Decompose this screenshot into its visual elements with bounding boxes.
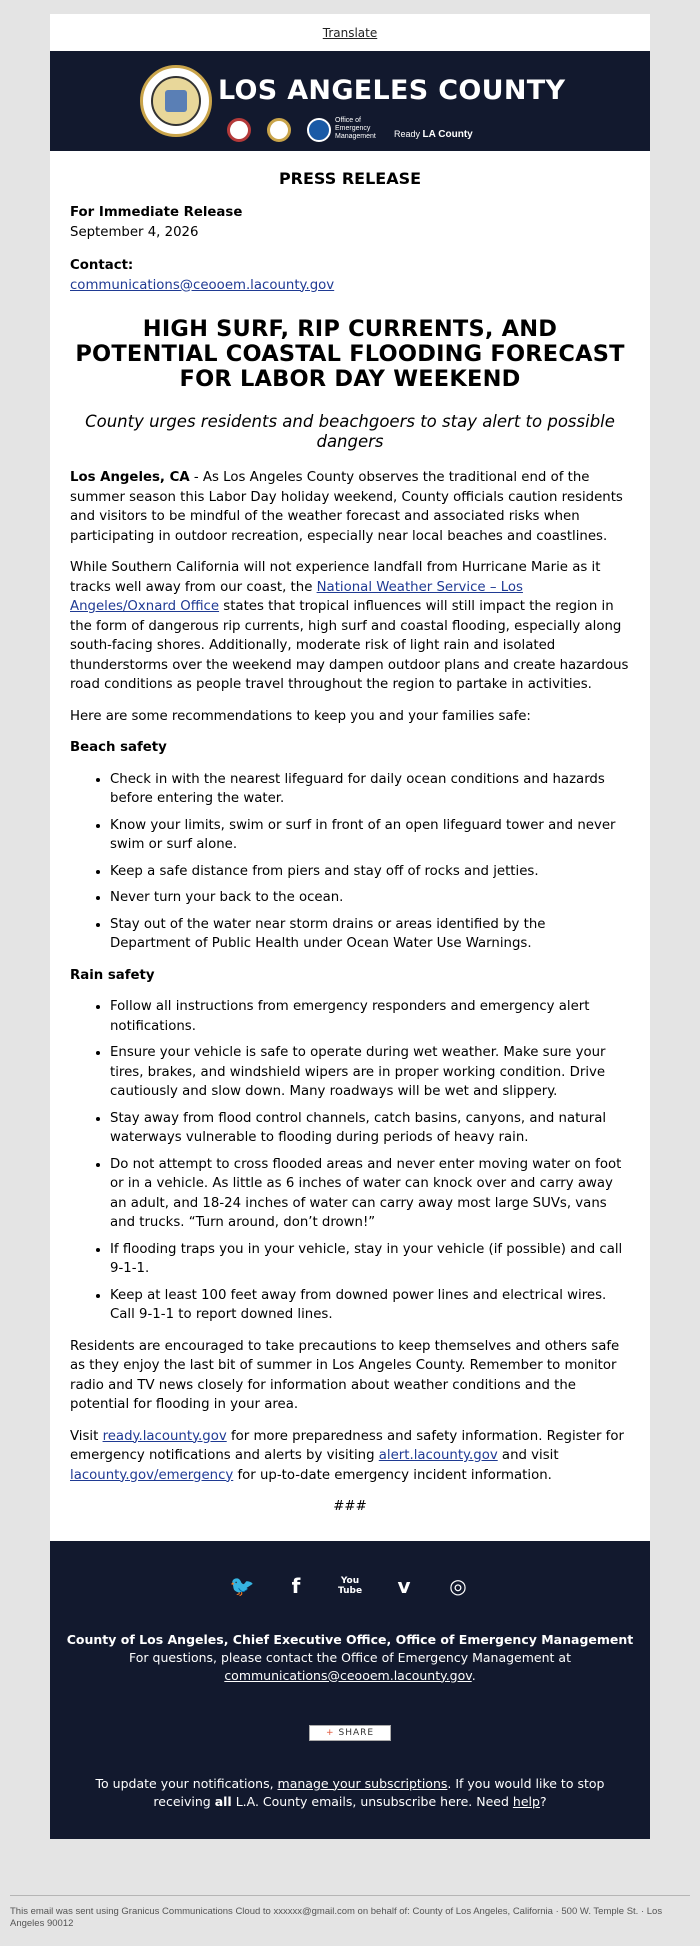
sheriff-logo-icon bbox=[267, 118, 291, 142]
paragraph-nws: While Southern California will not experience landfall from Hurricane Marie as it tracks well away from our coast, the National Weather Service – Los Angeles/Oxnard Office states that tropical influences will still impact the region in the form of dangerous rip currents, high surf and coastal flooding, especially along south-facing shores. Additionally, moderate risk of light rain and isolated thunderstorms over the weekend may dampen outdoor plans and create hazardous road conditions as people travel throughout the region to partake in activities. bbox=[70, 560, 629, 692]
press-release-body bbox=[50, 151, 650, 1517]
footer-org-name: County of Los Angeles, Chief Executive Office, Office of Emergency Management bbox=[66, 1631, 634, 1647]
fire-dept-logo-icon bbox=[227, 118, 251, 142]
press-release-label: PRESS RELEASE bbox=[278, 169, 422, 188]
paragraph-recommendations: Here are some recommendations to keep you and your families safe: bbox=[70, 708, 531, 724]
county-seal-icon bbox=[140, 65, 212, 137]
list-item: • If flooding traps you in your vehicle, stay in your vehicle (if possible) and call 9-1-1. bbox=[110, 1240, 630, 1279]
beach-safety-list bbox=[70, 770, 630, 954]
release-date: September 4, 2026 bbox=[70, 224, 199, 240]
ready-la-logo: Ready LA County bbox=[394, 129, 473, 140]
list-item: • Keep at least 100 feet away from downed power lines and electrical wires. Call 9-1-1 to report downed lines. bbox=[110, 1286, 630, 1325]
translate-link[interactable]: Translate bbox=[322, 26, 378, 40]
header-banner bbox=[50, 51, 650, 151]
oem-label: Office of Emergency Management bbox=[335, 117, 376, 140]
social-links bbox=[66, 1571, 634, 1603]
paragraph-intro: Los Angeles, CA - As Los Angeles County observes the traditional end of the summer season this Labor Day holiday weekend, County officials caution residents and visitors to be mindful of the weather forecast and associated risks when participating in outdoor recreation, especially near local beaches and coastlines. bbox=[70, 470, 623, 544]
paragraph-precautions: Residents are encouraged to take precautions to keep themselves and others safe as they enjoy the last bit of summer in Los Angeles County. Remember to monitor radio and TV news closely for information about weather conditions and the potential for flooding in your area. bbox=[70, 1338, 620, 1412]
nws-link[interactable]: National Weather Service – Los Angeles/Oxnard Office bbox=[70, 579, 523, 614]
manage-subscriptions-link[interactable]: manage your subscriptions bbox=[277, 1775, 448, 1791]
share-plus-icon: + bbox=[325, 1727, 335, 1738]
share-button[interactable]: + SHARE bbox=[309, 1725, 391, 1741]
footer-email-link[interactable]: communications@ceooem.lacounty.gov bbox=[224, 1667, 472, 1683]
translate-bar bbox=[50, 14, 650, 51]
list-item: • Know your limits, swim or surf in front of an open lifeguard tower and never swim or surf alone. bbox=[110, 816, 630, 855]
footer-subscription-text: To update your notifications, manage your subscriptions. If you would like to stop receiving all L.A. County emails, unsubscribe here. Need help? bbox=[95, 1775, 605, 1809]
subheadline: County urges residents and beachgoers to stay alert to possible dangers bbox=[85, 412, 615, 451]
lacounty-emergency-link[interactable]: lacounty.gov/emergency bbox=[70, 1467, 234, 1483]
list-item: • Keep a safe distance from piers and stay off of rocks and jetties. bbox=[110, 862, 630, 882]
list-item: • Stay away from flood control channels, catch basins, canyons, and natural waterways vulnerable to flooding during periods of heavy rain. bbox=[110, 1109, 630, 1148]
alert-lacounty-link[interactable]: alert.lacounty.gov bbox=[378, 1448, 498, 1463]
ready-lacounty-link[interactable]: ready.lacounty.gov bbox=[102, 1428, 227, 1444]
contact-label: Contact: bbox=[70, 258, 134, 273]
rain-safety-title: Rain safety bbox=[70, 967, 155, 983]
list-item: • Ensure your vehicle is safe to operate during wet weather. Make sure your tires, brakes, and windshield wipers are in proper working condition. Drive cautiously and slow down. Many roadways will be wet and slippery. bbox=[110, 1043, 630, 1102]
list-item: • Never turn your back to the ocean. bbox=[110, 888, 630, 908]
vimeo-icon[interactable]: v bbox=[397, 1573, 411, 1598]
rain-safety-list bbox=[70, 997, 630, 1325]
footer-questions: For questions, please contact the Office of Emergency Management at bbox=[129, 1649, 571, 1665]
list-item: • Do not attempt to cross flooded areas and never enter moving water on foot or in a vehicle. As little as 6 inches of water can knock over and carry away an adult, and 18-24 inches of water can carry away most large SUVs, vans and trucks. “Turn around, don’t drown!” bbox=[110, 1155, 630, 1233]
end-mark: ### bbox=[333, 1499, 367, 1514]
instagram-icon[interactable]: ◎ bbox=[449, 1573, 467, 1598]
paragraph-resources: Visit ready.lacounty.gov for more preparedness and safety information. Register for emergency notifications and alerts by visiting alert.lacounty.gov and visit lacounty.gov/emergency for up-to-date emergency incident information. bbox=[70, 1428, 624, 1483]
contact-email-link[interactable]: communications@ceooem.lacounty.gov bbox=[70, 277, 335, 293]
headline: HIGH SURF, RIP CURRENTS, AND POTENTIAL COASTAL FLOODING FORECAST FOR LABOR DAY WEEKEND bbox=[75, 316, 625, 392]
email-card bbox=[50, 14, 650, 1839]
help-link[interactable]: help bbox=[512, 1793, 540, 1809]
list-item: • Check in with the nearest lifeguard for daily ocean conditions and hazards before entering the water. bbox=[110, 770, 630, 809]
list-item: • Follow all instructions from emergency responders and emergency alert notifications. bbox=[110, 997, 630, 1036]
youtube-icon[interactable]: You Tube bbox=[337, 1575, 363, 1596]
oem-logo-icon bbox=[307, 118, 331, 142]
twitter-icon[interactable]: 🐦 bbox=[229, 1573, 255, 1598]
facebook-icon[interactable]: f bbox=[291, 1573, 301, 1598]
county-name: LOS ANGELES COUNTY bbox=[218, 75, 566, 106]
beach-safety-title: Beach safety bbox=[70, 740, 167, 755]
list-item: • Stay out of the water near storm drains or areas identified by the Department of Public Health under Ocean Water Use Warnings. bbox=[110, 915, 630, 954]
sent-notice: This email was sent using Granicus Communications Cloud to xxxxxx@gmail.com on behalf of: County of Los Angeles, California · 500 W. Temple St. · Los Angeles 90012 bbox=[0, 1895, 700, 1930]
footer: 🐦 f You Tube v ◎ County of Los Angeles, Chief Executive Office, Office of Emergency Management For questions, please contact the Office of Emergency Management at communications@ceooem.lacounty.gov. + SHARE To update your notifications, manage your subscriptions. If you would like to stop receiving all L.A. County emails, unsubscribe here. Need help? bbox=[50, 1541, 650, 1839]
release-label: For Immediate Release bbox=[70, 205, 243, 220]
